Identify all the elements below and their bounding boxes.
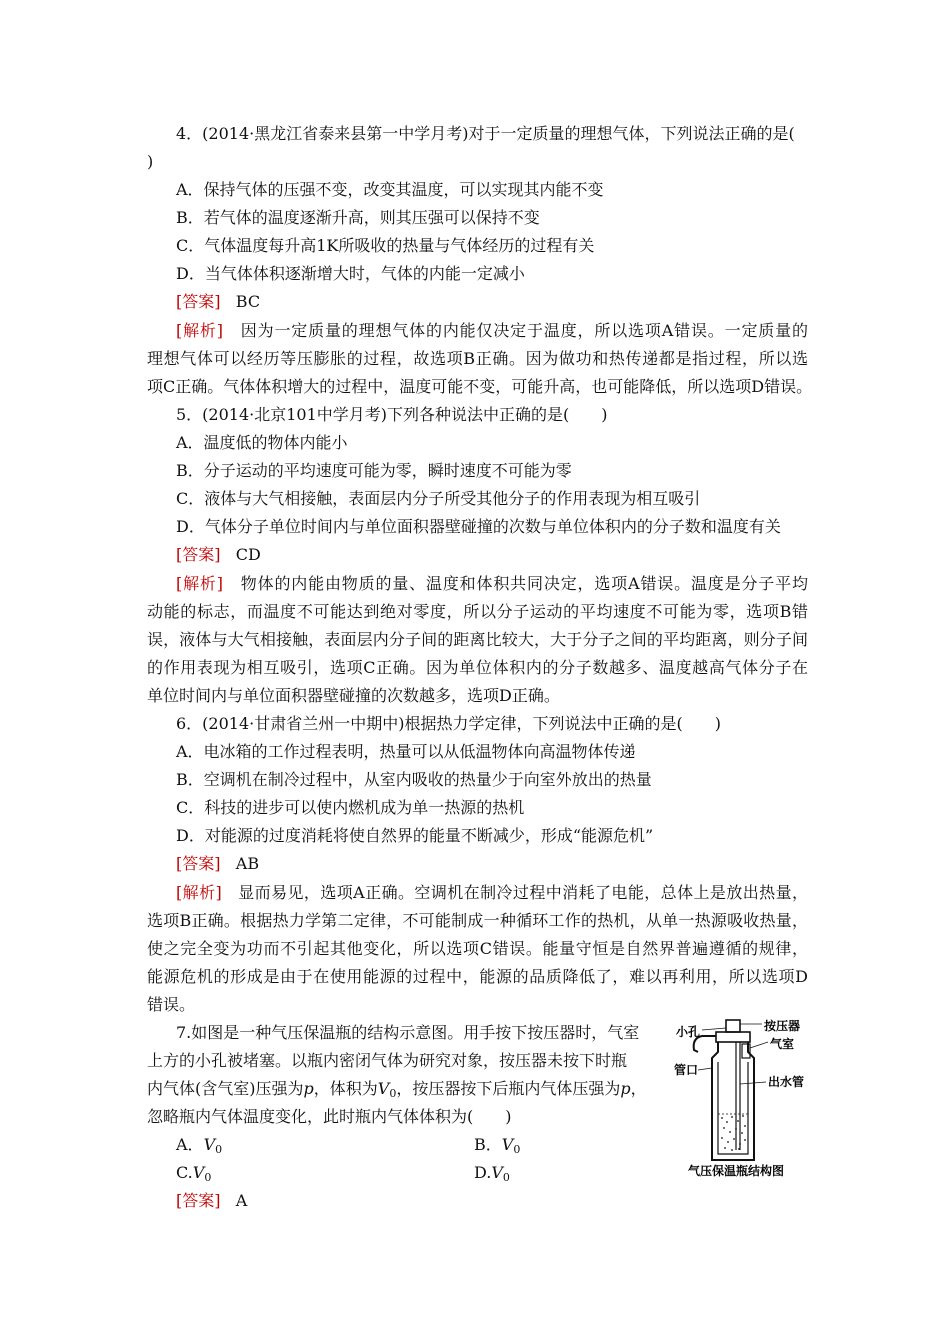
q7-answer <box>176 1191 247 1211</box>
analysis-text: 物体的内能由物质的量、温度和体积共同决定，选项A错误。温度是分子平均 <box>240 574 808 593</box>
label-tube: 出水管 <box>768 1075 805 1089</box>
subscript: 0 <box>502 1171 510 1184</box>
q7-option-d <box>474 1163 510 1188</box>
analysis-label: [解析] <box>176 321 223 340</box>
q7-option-c <box>176 1163 211 1188</box>
var-v: V <box>491 1163 503 1182</box>
q4-analysis-line2: 理想气体可以经历等压膨胀的过程，故选项B正确。因为做功和热传递都是指过程，所以选 <box>147 349 808 368</box>
q5-analysis-line4: 的作用表现为相互吸引，选项C正确。因为单位体积内的分子数越多、温度越高气体分子在 <box>147 658 808 677</box>
option-prefix: B． <box>474 1135 502 1154</box>
q6-stem: 6．(2014·甘肃省兰州一中期中)根据热力学定律，下列说法中正确的是( ) <box>176 714 721 733</box>
q7-stem-line1: 7.如图是一种气压保温瓶的结构示意图。用手按下按压器时，气室 <box>176 1023 640 1042</box>
q6-option-a: A．电冰箱的工作过程表明，热量可以从低温物体向高温物体传递 <box>176 742 636 761</box>
stem-text: ， <box>630 1079 647 1098</box>
q6-analysis-line4: 能源危机的形成是由于在使用能源的过程中，能源的品质降低了，难以再利用，所以选项D <box>147 967 808 986</box>
label-hole: 小孔 <box>676 1025 701 1039</box>
leader-hole <box>702 1028 726 1030</box>
q4-option-d: D．当气体体积逐渐增大时，气体的内能一定减小 <box>176 264 525 283</box>
stem-text: 内气体(含气室)压强为 <box>147 1079 304 1098</box>
inner-liner-shape <box>718 1062 748 1154</box>
q4-option-c: C．气体温度每升高1K所吸收的热量与气体经历的过程有关 <box>176 236 595 255</box>
q5-option-d: D．气体分子单位时间内与单位面积器壁碰撞的次数与单位体积内的分子数和温度有关 <box>176 517 781 536</box>
leader-chamber <box>750 1042 768 1048</box>
option-prefix: C. <box>176 1163 193 1182</box>
q4-answer <box>176 292 260 312</box>
q4-analysis-line3: 项C正确。气体体积增大的过程中，温度可能不变，可能升高，也可能降低，所以选项D错误。 <box>147 377 813 396</box>
var-v: V <box>377 1079 390 1098</box>
q4-stem-line1: 4．(2014·黑龙江省泰来县第一中学月考)对于一定质量的理想气体，下列说法正确的是( <box>176 124 795 143</box>
q6-analysis-line1 <box>176 883 808 903</box>
water-dots <box>721 1115 746 1151</box>
answer-value: AB <box>235 854 260 873</box>
thermos-diagram <box>672 1018 812 1178</box>
q4-analysis-line1 <box>176 321 808 341</box>
q6-option-b: B．空调机在制冷过程中，从室内吸收的热量少于向室外放出的热量 <box>176 770 652 789</box>
q5-option-c: C．液体与大气相接触，表面层内分子所受其他分子的作用表现为相互吸引 <box>176 489 701 508</box>
var-p: p <box>620 1079 631 1098</box>
q6-analysis-line5: 错误。 <box>147 995 196 1014</box>
q5-stem: 5．(2014·北京101中学月考)下列各种说法中正确的是( ) <box>176 405 608 424</box>
q5-analysis-line5: 单位时间内与单位面积器壁碰撞的次数越多，选项D正确。 <box>147 686 560 705</box>
stem-text: ，按压器按下后瓶内气体压强为 <box>396 1079 621 1098</box>
presser-shape <box>726 1020 740 1032</box>
answer-label: [答案] <box>176 854 221 873</box>
subscript: 0 <box>389 1087 397 1100</box>
q7-option-b <box>474 1135 520 1160</box>
var-v: V <box>501 1135 514 1154</box>
q5-analysis-line2: 动能的标志，而温度不可能达到绝对零度，所以分子运动的平均速度不可能为零，选项B错 <box>147 602 808 621</box>
q4-stem-line2: ) <box>147 152 154 171</box>
q6-analysis-line2: 选项B正确。根据热力学第二定律，不可能制成一种循环工作的热机，从单一热源吸收热量， <box>147 911 808 930</box>
option-prefix: D. <box>474 1163 492 1182</box>
answer-value: A <box>235 1191 248 1210</box>
analysis-text: 显而易见，选项A正确。空调机在制冷过程中消耗了电能，总体上是放出热量， <box>238 883 808 902</box>
analysis-label: [解析] <box>176 574 223 593</box>
q4-option-a: A．保持气体的压强不变，改变其温度，可以实现其内能不变 <box>176 180 604 199</box>
label-presser: 按压器 <box>764 1019 801 1033</box>
q7-stem-line3 <box>147 1079 647 1104</box>
option-prefix: A． <box>176 1135 204 1154</box>
label-outlet: 管口 <box>674 1063 699 1077</box>
var-v: V <box>203 1135 216 1154</box>
figure-caption: 气压保温瓶结构图 <box>688 1164 785 1178</box>
analysis-text: 因为一定质量的理想气体的内能仅决定于温度，所以选项A错误。一定质量的 <box>240 321 808 340</box>
q6-analysis-line3: 使之完全变为功而不引起其他变化，所以选项C错误。能量守恒是自然界普遍遵循的规律， <box>147 939 808 958</box>
q7-stem-line2: 上方的小孔被堵塞。以瓶内密闭气体为研究对象，按压器未按下时瓶 <box>147 1051 628 1070</box>
q5-analysis-line3: 误，液体与大气相接触，表面层内分子间的距离比较大，大于分子之间的平均距离，则分子间 <box>147 630 808 649</box>
q6-option-d: D．对能源的过度消耗将使自然界的能量不断减少，形成“能源危机” <box>176 826 654 845</box>
q4-option-b: B．若气体的温度逐渐升高，则其压强可以保持不变 <box>176 208 540 227</box>
answer-label: [答案] <box>176 292 221 311</box>
answer-value: BC <box>235 292 261 311</box>
lid-shape <box>716 1032 750 1042</box>
q5-option-a: A．温度低的物体内能小 <box>176 433 348 452</box>
var-v: V <box>192 1163 205 1182</box>
q7-option-a <box>176 1135 222 1160</box>
var-p: p <box>303 1079 314 1098</box>
subscript: 0 <box>204 1171 212 1184</box>
q5-answer <box>176 545 261 565</box>
answer-value: CD <box>235 545 261 564</box>
subscript: 0 <box>215 1143 223 1156</box>
outlet-tube-shape <box>736 1042 740 1150</box>
q5-option-b: B．分子运动的平均速度可能为零，瞬时速度不可能为零 <box>176 461 572 480</box>
analysis-label: [解析] <box>176 883 222 902</box>
q6-option-c: C．科技的进步可以使内燃机成为单一热源的热机 <box>176 798 525 817</box>
q5-analysis-line1 <box>176 574 808 594</box>
stem-text: ，体积为 <box>313 1079 378 1098</box>
q6-answer <box>176 854 259 874</box>
subscript: 0 <box>513 1143 521 1156</box>
q7-stem-line4: 忽略瓶内气体温度变化，此时瓶内气体体积为( ) <box>147 1107 512 1126</box>
answer-label: [答案] <box>176 545 221 564</box>
answer-label: [答案] <box>176 1191 221 1210</box>
leader-outlet <box>698 1068 712 1070</box>
label-chamber: 气室 <box>770 1037 795 1051</box>
